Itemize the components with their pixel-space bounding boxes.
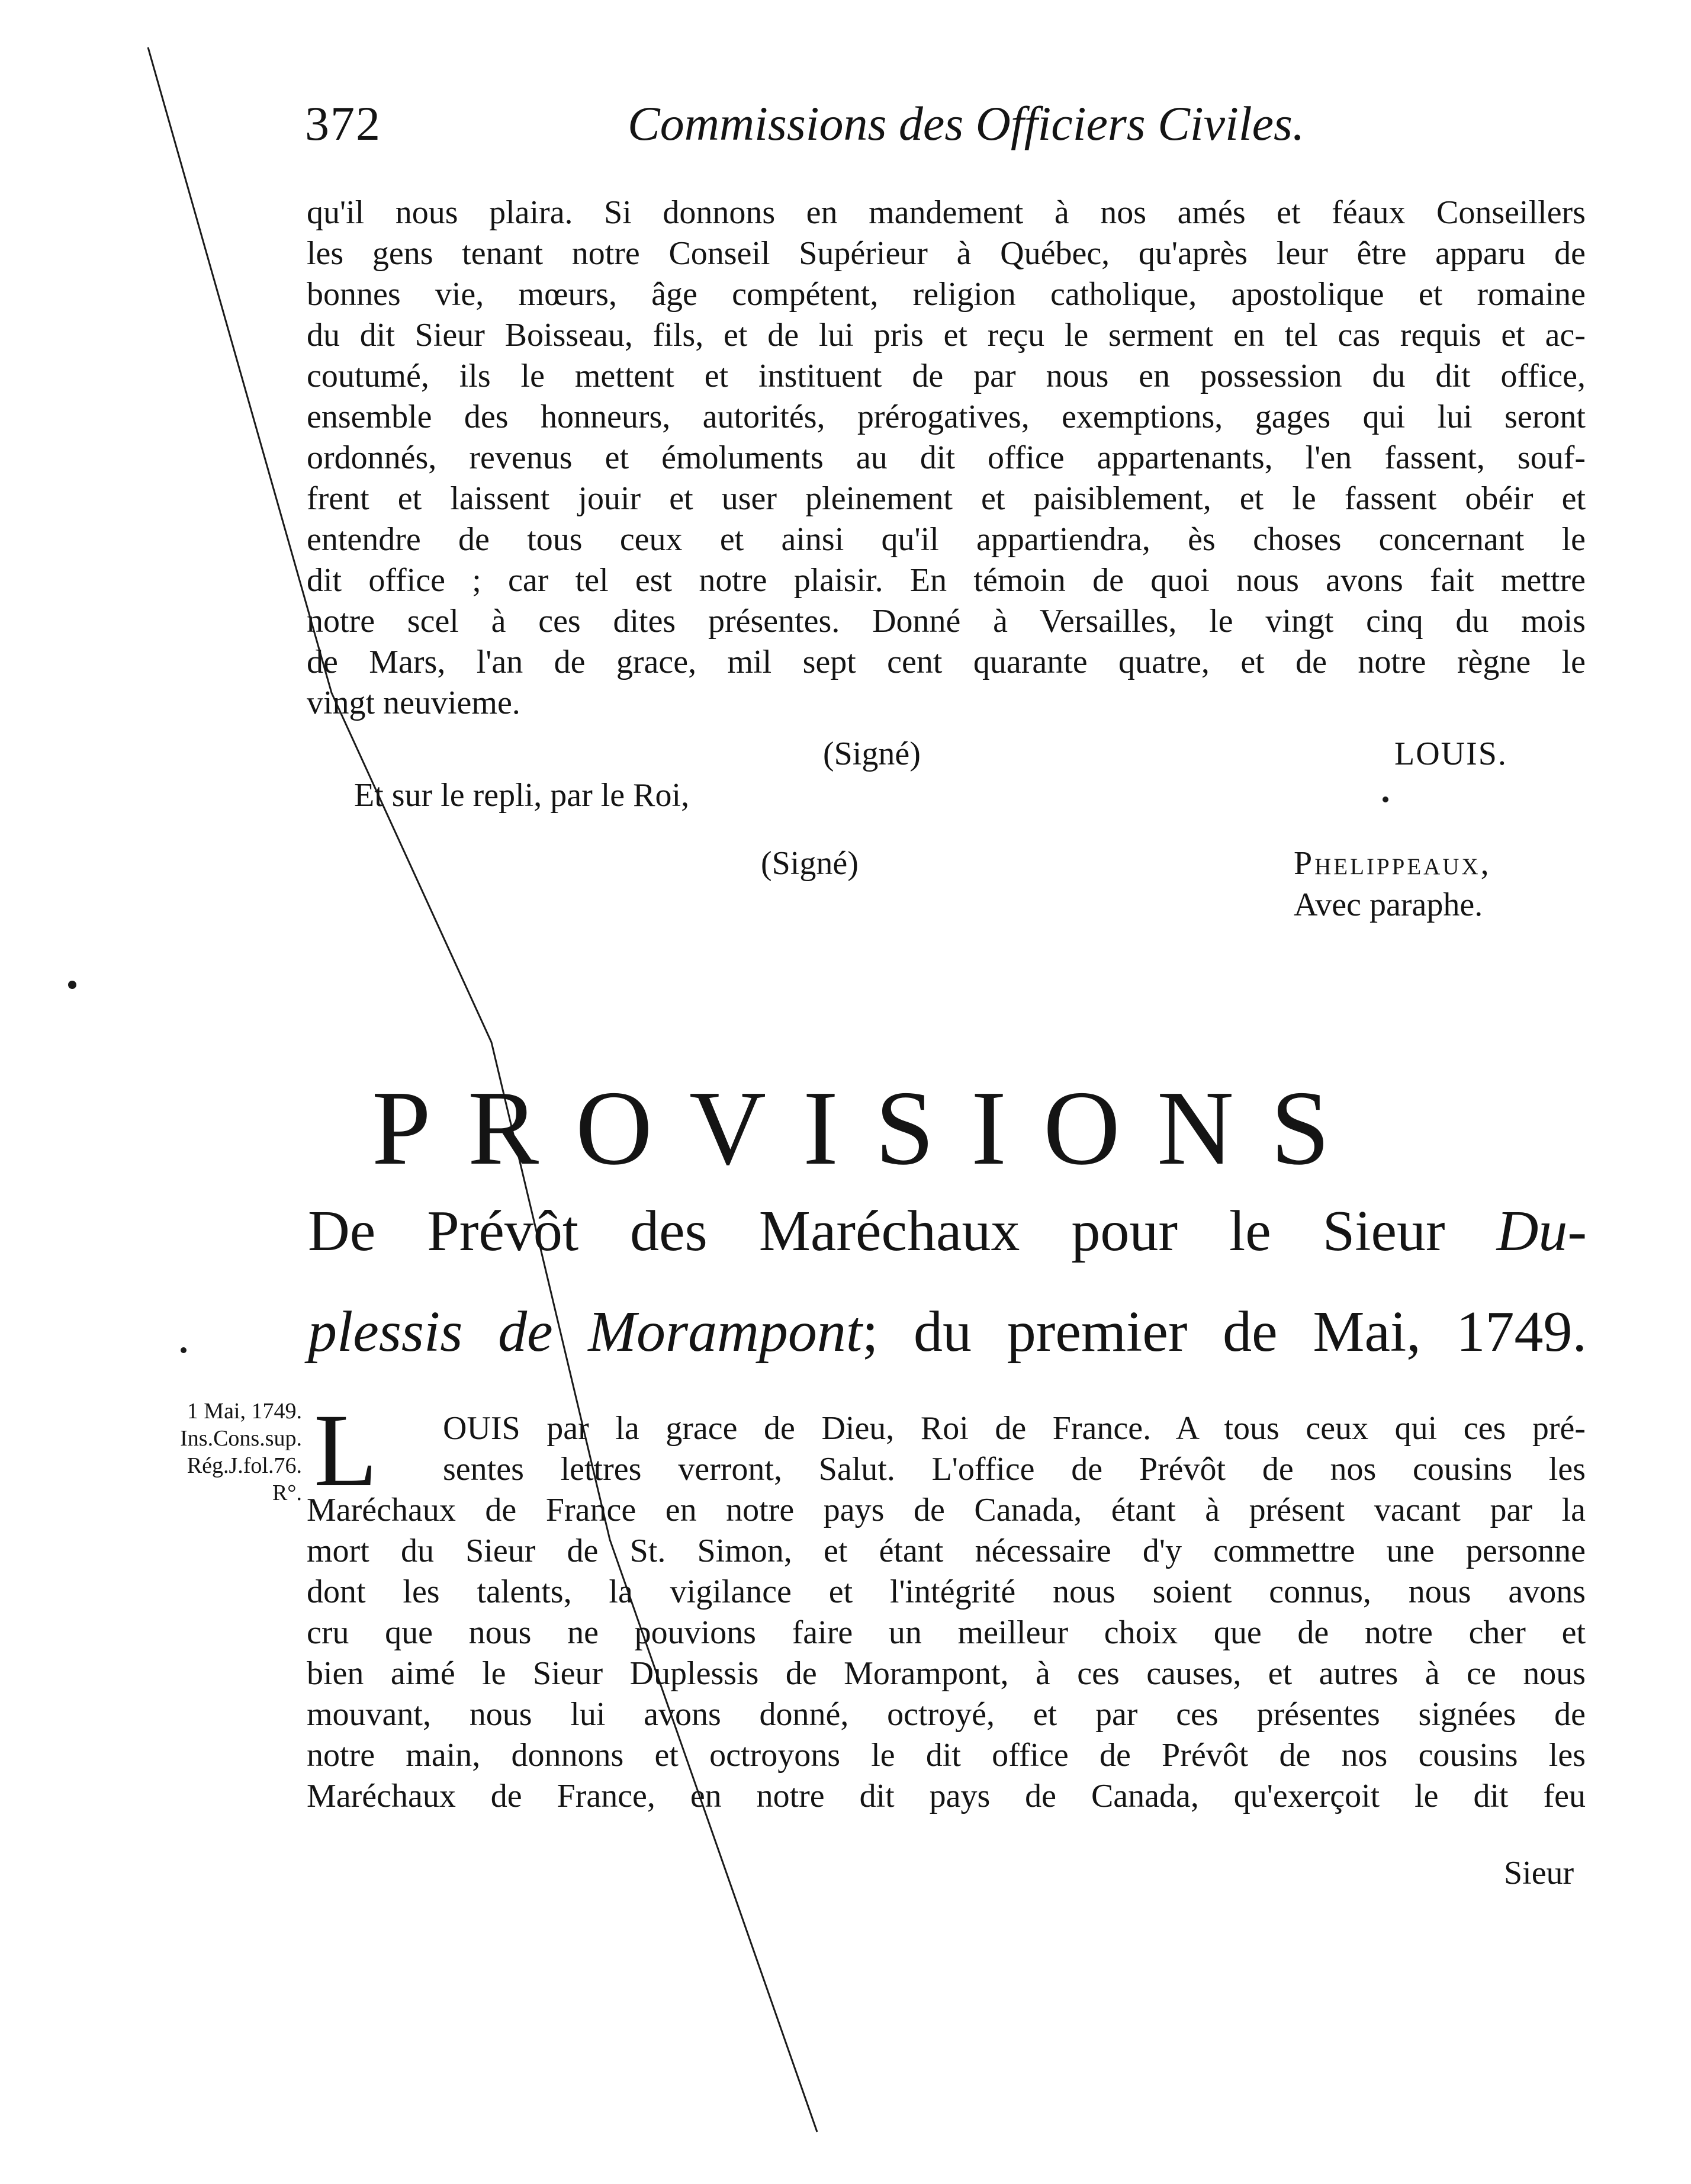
signature-signe: (Signé) [823, 736, 921, 772]
text-line: cru que nous ne pouvions faire un meilleur choix que de notre cher et [307, 1614, 1586, 1651]
text-line: vingt neuvieme. [307, 685, 520, 721]
text-line: mort du Sieur de St. Simon, et étant nécessaire d'y commettre une personne [307, 1533, 1586, 1569]
text-line: bonnes vie, mœurs, âge compétent, religion catholique, apostolique et romaine [307, 276, 1586, 313]
text-line: bien aimé le Sieur Duplessis de Morampont, à ces causes, et autres à ce nous [307, 1655, 1586, 1692]
margin-note [112, 1398, 302, 1507]
margin-note-line: Ins.Cons.sup. [180, 1426, 302, 1451]
text-line: notre scel à ces dites présentes. Donné à Versailles, le vingt cinq du mois [307, 603, 1586, 640]
scan-dot [68, 981, 76, 989]
margin-note-line: Rég.J.fol.76. [187, 1453, 302, 1478]
top-paragraph [307, 192, 1586, 724]
text-line: Maréchaux de France en notre pays de Canada, étant à présent vacant par la [307, 1492, 1586, 1528]
text-line: qu'il nous plaira. Si donnons en mandement à nos amés et féaux Conseillers [307, 194, 1586, 231]
signature-phelippeaux: Phelippeaux, [1294, 845, 1491, 882]
signature-louis: LOUIS. [1394, 736, 1507, 772]
text-line: dit office ; car tel est notre plaisir. En témoin de quoi nous avons fait mettre [307, 562, 1586, 599]
scan-dot [1383, 796, 1388, 802]
text-line: du dit Sieur Boisseau, fils, et de lui pris et reçu le serment en tel cas requis et ac- [307, 317, 1586, 354]
text-line: mouvant, nous lui avons donné, octroyé, et par ces présentes signées de [307, 1696, 1586, 1733]
signature-paraphe: Avec paraphe. [1294, 887, 1483, 923]
subtitle-name: plessis de Morampont [308, 1300, 863, 1364]
subtitle-text: De Prévôt des Maréchaux pour le Sieur [308, 1199, 1497, 1263]
signature-repli: Et sur le repli, par le Roi, [354, 777, 690, 814]
text-line: sentes lettres verront, Salut. L'office de Prévôt de nos cousins les [443, 1451, 1586, 1488]
section-subtitle [308, 1300, 1587, 1364]
section-title: PROVISIONS [371, 1069, 1367, 1187]
text-line: ordonnés, revenus et émoluments au dit office appartenants, l'en fassent, souf- [307, 439, 1586, 476]
drop-cap: L [314, 1393, 378, 1508]
text-line: notre main, donnons et octroyons le dit office de Prévôt de nos cousins les [307, 1737, 1586, 1774]
text-line: Maréchaux de France, en notre dit pays de Canada, qu'exerçoit le dit feu [307, 1778, 1586, 1814]
text-line: les gens tenant notre Conseil Supérieur à Québec, qu'après leur être apparu de [307, 235, 1586, 272]
signature-signe: (Signé) [761, 845, 859, 882]
text-line: frent et laissent jouir et user pleinement et paisiblement, et le fassent obéir et [307, 480, 1586, 517]
catchword: Sieur [1504, 1855, 1574, 1891]
text-line: OUIS par la grace de Dieu, Roi de France. A tous ceux qui ces pré- [443, 1410, 1586, 1447]
text-line: coutumé, ils le mettent et instituent de par nous en possession du dit office, [307, 358, 1586, 394]
margin-note-line: R°. [272, 1480, 302, 1505]
section-subtitle [308, 1199, 1587, 1263]
page-number: 372 [305, 97, 381, 150]
text-line: dont les talents, la vigilance et l'intégrité nous soient connus, nous avons [307, 1573, 1586, 1610]
subtitle-text: ; du premier de Mai, 1749. [862, 1300, 1587, 1364]
text-line: entendre de tous ceux et ainsi qu'il appartiendra, ès choses concernant le [307, 521, 1586, 558]
lower-paragraph [307, 1408, 1586, 1817]
margin-note-line: 1 Mai, 1749. [187, 1399, 302, 1424]
scan-dot [181, 1347, 187, 1353]
text-line: ensemble des honneurs, autorités, prérogatives, exemptions, gages qui lui seront [307, 399, 1586, 435]
text-line: de Mars, l'an de grace, mil sept cent quarante quatre, et de notre règne le [307, 644, 1586, 680]
subtitle-name: Du- [1496, 1199, 1587, 1263]
running-title: Commissions des Officiers Civiles. [628, 97, 1305, 150]
